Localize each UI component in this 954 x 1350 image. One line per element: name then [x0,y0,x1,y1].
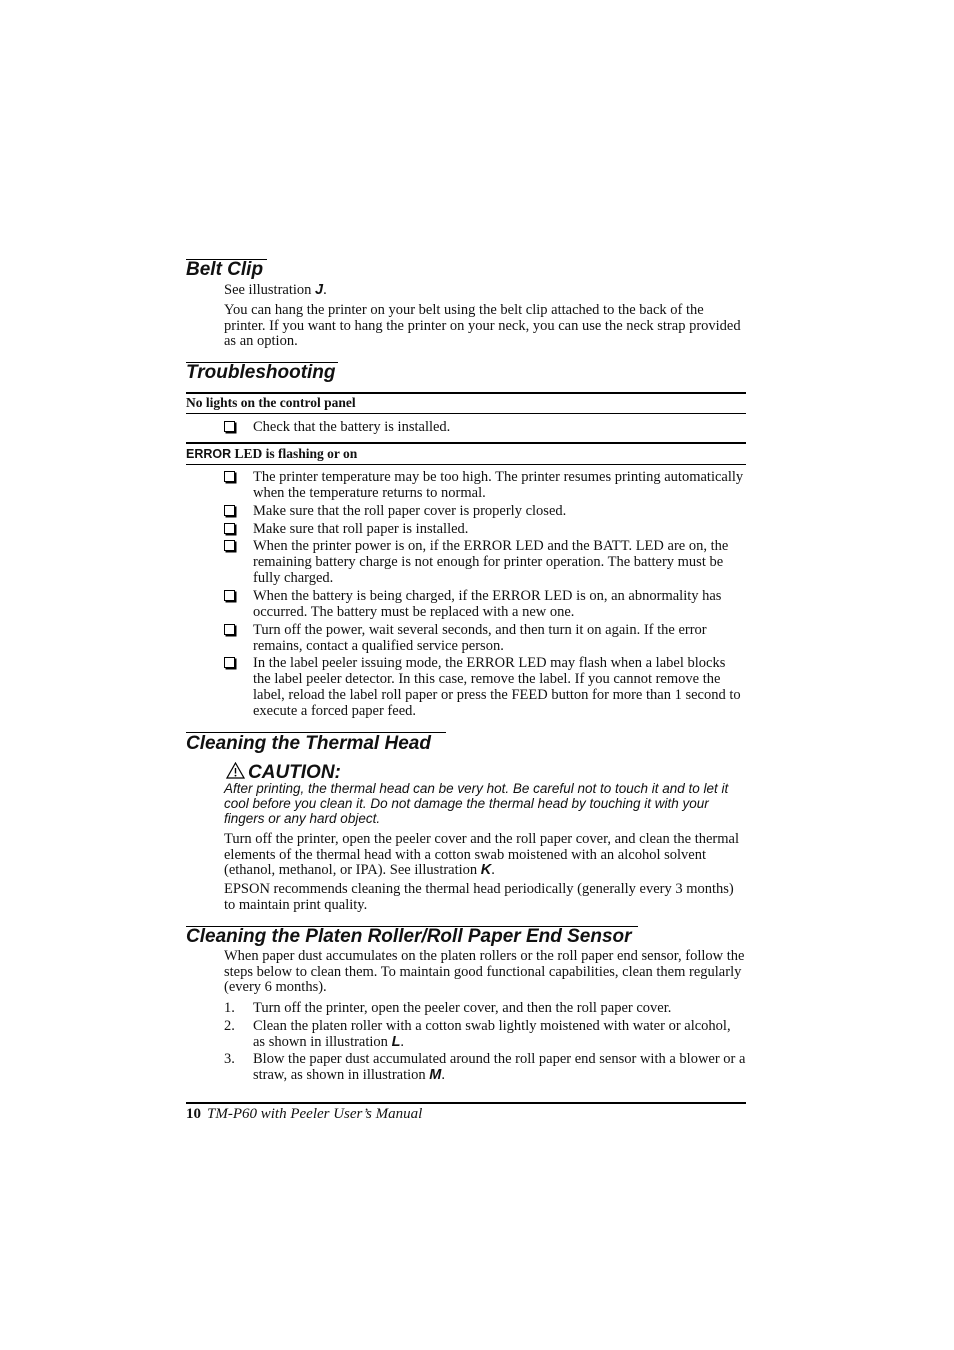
cleaning-platen-intro: When paper dust accumulates on the platen rollers or the roll paper end sensor, follow the steps below to clean them. To maintain good functional capabilities, clean them regularly (every 6 months). [224,948,745,995]
list-item: Make sure that roll paper is installed. [224,521,746,537]
checkbox-bullet-icon [224,421,235,432]
checkbox-bullet-icon [224,590,235,601]
belt-clip-body: You can hang the printer on your belt using the belt clip attached to the back of the printer. If you want to hang the printer on your neck, you can use the neck strap provided as an option. [224,302,741,349]
illustration-ref: K [480,862,492,878]
manual-title: TM-P60 with Peeler User’s Manual [207,1106,423,1122]
cleaning-platen-heading: Cleaning the Platen Roller/Roll Paper End Sensor [186,926,632,947]
table-rule [186,464,746,465]
cleaning-head-para2: EPSON recommends cleaning the thermal head periodically (generally every 3 months) to maintain print quality. [224,881,734,913]
page-number: 10 [186,1106,201,1122]
checkbox-bullet-icon [224,471,235,482]
step-item: 1. Turn off the printer, open the peeler cover, and then the roll paper cover. [224,1000,672,1016]
list-item: Make sure that the roll paper cover is properly closed. [224,503,746,519]
illustration-ref: L [391,1034,401,1050]
table-rule [186,413,746,414]
group-title-no-lights: No lights on the control panel [186,395,356,410]
group-title-error-led: ERROR LED is flashing or on [186,446,358,461]
list-item: In the label peeler issuing mode, the ERROR LED may flash when a label blocks the label peeler detector. In this case, remove the label. If you cannot remove the label, reload the label roll paper or press the FEED button for more than 1 second to execute a forced paper feed. [224,655,746,719]
caution-heading: CAUTION: [226,762,341,784]
page-footer [186,1105,422,1123]
cleaning-head-heading: Cleaning the Thermal Head [186,733,431,754]
list-item: When the battery is being charged, if the ERROR LED is on, an abnormality has occurred. The battery must be replaced with a new one. [224,588,746,620]
checkbox-bullet-icon [224,505,235,516]
checkbox-bullet-icon [224,624,235,635]
table-rule [186,392,746,394]
list-item: The printer temperature may be too high. The printer resumes printing automatically when the temperature returns to normal. [224,469,746,501]
list-item: When the printer power is on, if the ERROR LED and the BATT. LED are on, the remaining battery charge is not enough for printer operation. The battery must be fully charged. [224,538,746,586]
step-item: 3. Blow the paper dust accumulated around the roll paper end sensor with a blower or a straw, as shown in illustration M. [224,1051,746,1083]
cleaning-head-para1: Turn off the printer, open the peeler cover and the roll paper cover, and clean the thermal elements of the thermal head with a cotton swab moistened with an alcohol solvent (ethanol, methanol, or IPA). See illustration K. [224,831,739,878]
checkbox-bullet-icon [224,540,235,551]
warning-triangle-icon [226,762,245,779]
belt-clip-see-illustration: See illustration J. [224,282,327,298]
footer-rule [186,1102,746,1104]
checkbox-bullet-icon [224,523,235,534]
caution-text: After printing, the thermal head can be very hot. Be careful not to touch it and to let it cool before you clean it. Do not damage the thermal head by touching it with your fingers or any hard object. [224,781,729,826]
list-item: Turn off the power, wait several seconds, and then turn it on again. If the error remains, contact a qualified service person. [224,622,746,654]
table-rule [186,442,746,444]
illustration-ref: J [315,282,324,298]
troubleshooting-heading: Troubleshooting [186,362,336,383]
step-item: 2. Clean the platen roller with a cotton swab lightly moistened with water or alcohol, as shown in illustration L. [224,1018,731,1050]
checkbox-bullet-icon [224,657,235,668]
list-item: Check that the battery is installed. [224,419,746,435]
illustration-ref: M [429,1067,442,1083]
belt-clip-heading: Belt Clip [186,259,264,280]
